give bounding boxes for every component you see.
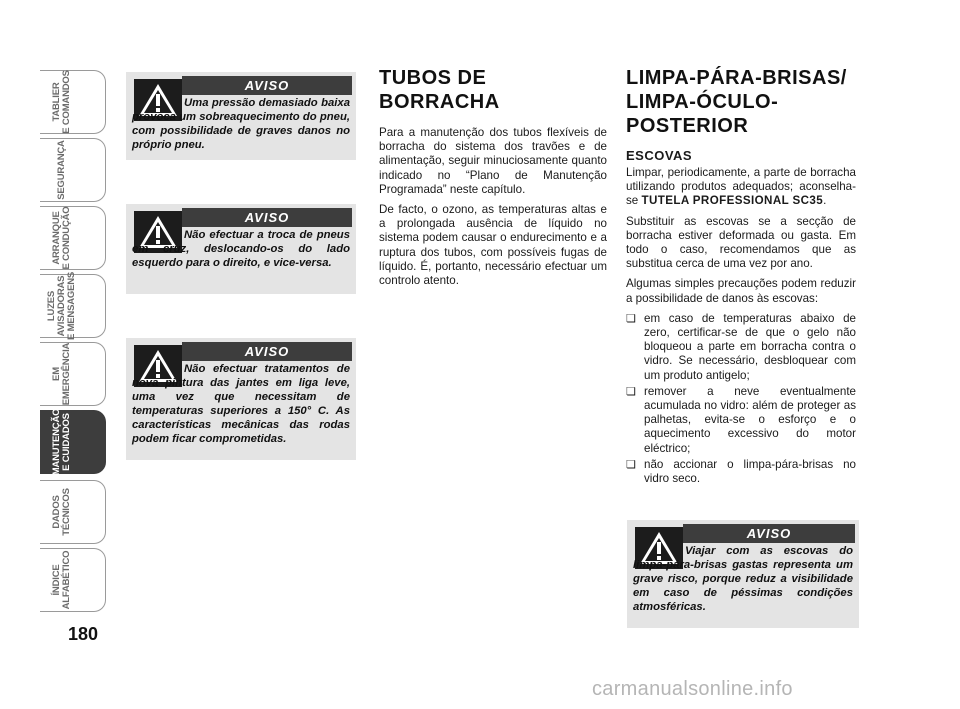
tab-label: LUZES AVISADORAS E MENSAGENS (46, 271, 77, 341)
warning-text: Não efectuar a troca de pneus em cruz, deslocando-os do lado esquerdo para o direito, e vice-versa. (132, 229, 350, 269)
warning-title-bar (683, 524, 855, 543)
warning-box (627, 520, 859, 628)
section-title: TUBOS DE BORRACHA (379, 67, 500, 113)
tab-luzes[interactable] (40, 271, 106, 341)
tab-arranque[interactable] (40, 206, 106, 270)
warning-title: AVISO (244, 344, 290, 359)
list-item: ❏ remover a neve eventualmente acumulada no vidro: além de proteger as palhetas, evita-se o esforço e o aquecimento excessivo do motor eléctrico; (626, 385, 856, 456)
warning-title-bar (182, 76, 352, 95)
paragraph-text: Limpar, periodicamente, a parte de borracha utilizando produtos adequados; aconselha-se (626, 166, 856, 208)
warning-text: Não efectuar tratamentos de nova pintura das jantes em liga leve, uma vez que necessitam de temperaturas superiores a 150° C. As características mecânicas das rodas podem ficar comprometidas. (132, 363, 350, 445)
tab-label: MANUTENÇÃO E CUIDADOS (51, 408, 72, 476)
paragraph: De facto, o ozono, as temperaturas altas e a prolongada ausência de líquido no sistema podem causar o endurecimento e a ruptura dos tubos, com possíveis fugas de líquido. É, portanto, necessário efectuar um controlo atento. (379, 203, 607, 288)
list-item: ❏ em caso de temperaturas abaixo de zero, certificar-se de que o gelo não bloqueou a parte em borracha contra o vidro. Se necessário, desbloquear com um produto antigelo; (626, 312, 856, 383)
tab-label: ÍNDICE ALFABÉTICO (51, 550, 72, 610)
page-number: 180 (68, 624, 99, 644)
paragraph: Algumas simples precauções podem reduzir a possibilidade de danos às escovas: (626, 277, 856, 305)
tab-manutencao[interactable] (40, 410, 106, 474)
bullet-list (626, 312, 856, 486)
warning-title-bar (182, 342, 352, 361)
paragraph (626, 166, 856, 209)
tab-indice[interactable] (40, 548, 106, 612)
tab-label: DADOS TÉCNICOS (51, 488, 72, 536)
warning-text: Viajar com as escovas do limpa-pára-brisas gastas representa um grave risco, porque reduz a visibilidade em caso de péssimas condições atmosféricas. (633, 545, 853, 613)
paragraph: Para a manutenção dos tubos flexíveis de borracha do sistema dos travões e de alimentação, seguir minuciosamente quanto indicado no “Plano de Manutenção Programada” neste capítulo. (379, 126, 607, 196)
warning-text: Uma pressão demasiado baixa provoca um sobreaquecimento do pneu, com possibilidade de graves danos no próprio pneu. (132, 97, 350, 151)
tab-label: SEGURANÇA (56, 140, 67, 200)
tab-label: ARRANQUE E CONDUÇÃO (51, 206, 72, 270)
tab-dados[interactable] (40, 480, 106, 544)
product-name: TUTELA PROFESSIONAL SC35 (641, 194, 824, 208)
tab-tablier[interactable] (40, 70, 106, 134)
list-item: ❏ não accionar o limpa-pára-brisas no vidro seco. (626, 458, 856, 486)
tab-emergencia[interactable] (40, 342, 106, 406)
section-limpa (626, 66, 856, 488)
tab-seguranca[interactable] (40, 138, 106, 202)
warning-title: AVISO (244, 78, 290, 93)
warning-box (126, 72, 356, 160)
tab-label: TABLIER E COMANDOS (51, 70, 72, 134)
warning-title: AVISO (244, 210, 290, 225)
warning-box (126, 204, 356, 294)
paragraph-end: . (823, 194, 827, 208)
warning-title: AVISO (746, 526, 792, 541)
warning-title-bar (182, 208, 352, 227)
tab-label: EM EMERGÊNCIA (51, 342, 72, 406)
subsection-title: ESCOVAS (626, 148, 693, 163)
warning-box (126, 338, 356, 460)
watermark: carmanualsonline.info (592, 678, 793, 700)
section-title: LIMPA-PÁRA-BRISAS/ LIMPA-ÓCULO-POSTERIOR (626, 67, 847, 137)
section-tubos (379, 66, 607, 294)
paragraph: Substituir as escovas se a secção de borracha estiver deformada ou gasta. Em todo o caso, recomendamos que as substitua cerca de uma vez por ano. (626, 214, 856, 271)
